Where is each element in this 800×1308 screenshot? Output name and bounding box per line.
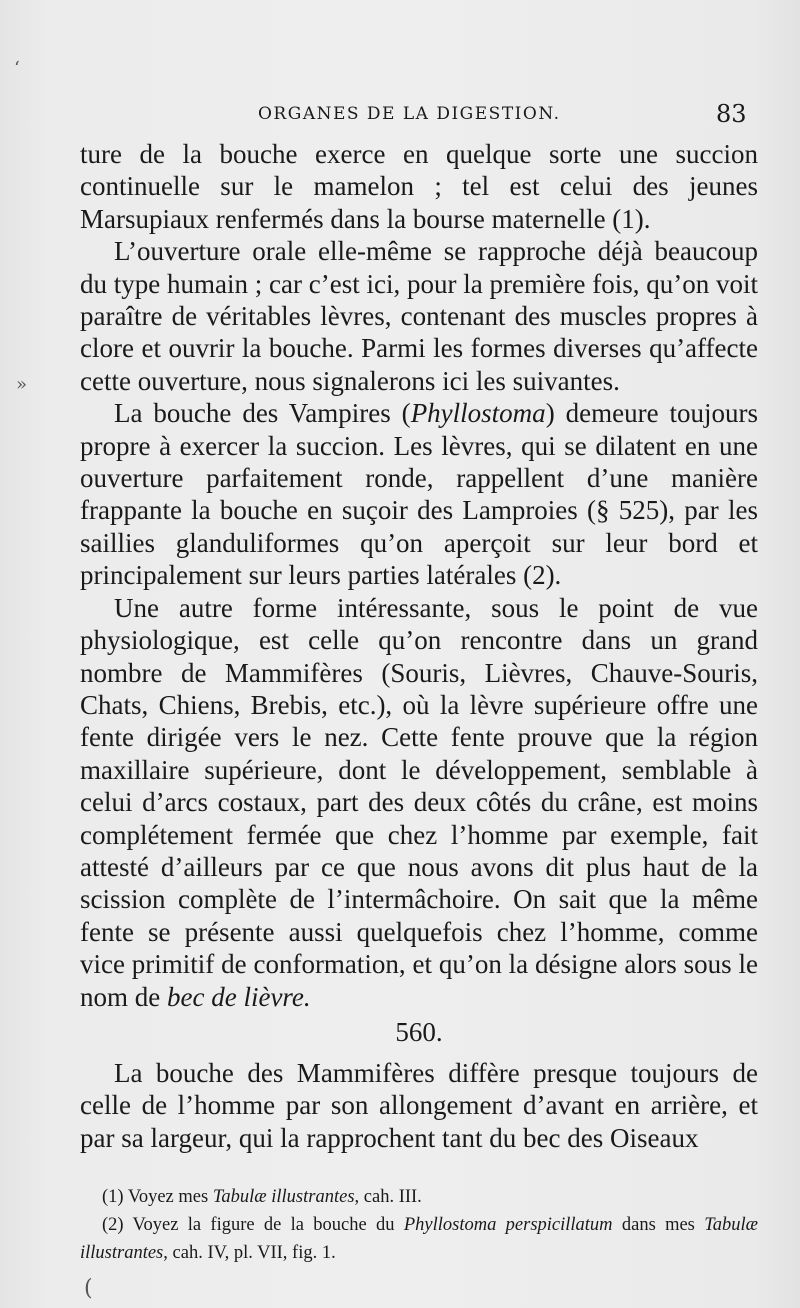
paragraph-cleft-lip [80, 592, 758, 1013]
footnote-text: , cah. IV, pl. VII, fig. 1. [163, 1243, 336, 1263]
genus-name: Phyllostoma [410, 398, 546, 429]
margin-mark-left: » [16, 374, 28, 395]
paragraph-mammal-mouth: La bouche des Mammifères diffère presque toujours de celle de l’homme par son allongement d’avant en arrière, et par sa largeur, qui la rapprochent tant du bec des Oiseaux [80, 1057, 758, 1153]
margin-speck-top: ʻ [14, 58, 20, 79]
footnote-1 [80, 1183, 758, 1211]
paragraph-text: La bouche des Vampires ( [114, 398, 411, 429]
margin-mark-bottom: ( [84, 1276, 93, 1301]
work-title: Tabulæ illustrantes [80, 1215, 759, 1263]
footnote-text: (1) Voyez mes [102, 1187, 209, 1207]
section-number: 560. [395, 1016, 443, 1047]
footnote-text: , cah. III. [354, 1187, 422, 1207]
paragraph-vampires [80, 397, 758, 591]
term-bec-de-lievre: bec de lièvre. [167, 981, 311, 1012]
paragraph-text: ) demeure toujours propre à exercer la succion. Les lèvres, qui se dilatent en une ouverture parfaitement ronde, rappellent d’une manière frappante la bouche en suçoir des Lamproies (§ 525), par les saillies glanduliformes qu’on aperçoit sur leur bord et principalement sur leurs parties latérales (2). [80, 398, 759, 591]
work-title: Tabulæ illustrantes [212, 1187, 355, 1207]
paragraph-text: Une autre forme intéressante, sous le point de vue physiologique, est celle qu’on rencontre dans un grand nombre de Mammifères (Souris, Lièvres, Chauve-Souris, Chats, Chiens, Brebis, etc.), où la lèvre supérieure offre une fente dirigée vers le nez. Cette fente prouve que la région maxillaire supérieure, dont le développement, semblable à celui d’arcs costaux, part des deux côtés du crâne, est moins complétement fermée que chez l’homme par exemple, fait attesté d’ailleurs par ce que nous avons dit plus haut de la scission complète de l’intermâchoire. On sait que la même fente se présente aussi quelquefois chez l’homme, comme vice primitif de conformation, et qu’on la désigne alors sous le nom de [80, 592, 758, 1012]
paragraph-oral-opening: L’ouverture orale elle-même se rapproche déjà beaucoup du type humain ; car c’est ici, pour la première fois, qu’on voit paraître de véritables lèvres, contenant des muscles propres à clore et ouvrir la bouche. Parmi les formes diverses qu’affecte cette ouverture, nous signalerons ici les suivantes. [80, 236, 758, 396]
running-title: ORGANES DE LA DIGESTION. [258, 104, 561, 124]
footnote-text: dans mes [621, 1215, 695, 1235]
paragraph-continuation: ture de la bouche exerce en quelque sorte une succion continuelle sur le mamelon ; tel est celui des jeunes Marsupiaux renfermés dans la bourse maternelle (1). [80, 139, 758, 234]
footnotes [80, 1183, 758, 1267]
page-number: 83 [716, 100, 747, 128]
footnote-2 [80, 1211, 758, 1267]
main-text [80, 138, 758, 1154]
footnote-text: (2) Voyez la figure de la bouche du [102, 1215, 395, 1235]
species-name: Phyllostoma perspicillatum [403, 1215, 613, 1235]
